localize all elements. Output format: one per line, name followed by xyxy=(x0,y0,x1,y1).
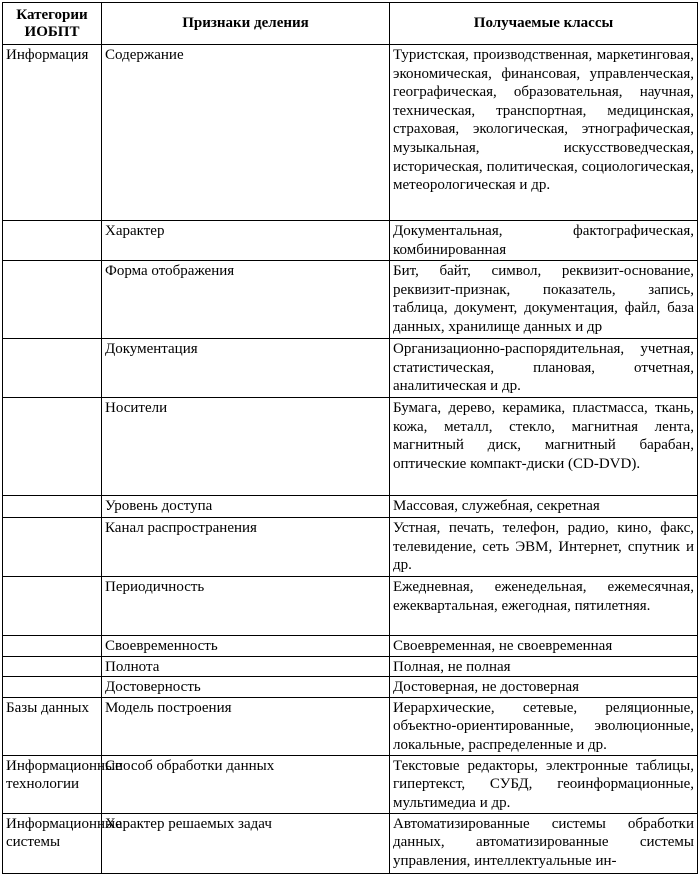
table-row xyxy=(3,496,698,518)
feature-cell: Модель построения xyxy=(102,697,390,755)
classes-cell: Бит, байт, символ, реквизит-основание, реквизит-признак, показатель, запись, таблица, документ, документация, файл, база данных, хранилище данных и др xyxy=(390,261,698,339)
classes-cell: Своевременная, не своевременная xyxy=(390,636,698,657)
classes-cell: Полная, не полная xyxy=(390,656,698,677)
category-cell xyxy=(3,261,102,339)
feature-cell: Периодичность xyxy=(102,577,390,636)
header-categories: Категории ИОБПТ xyxy=(3,3,102,45)
header-classes: Получаемые классы xyxy=(390,3,698,45)
category-cell xyxy=(3,577,102,636)
table-row xyxy=(3,45,698,221)
classes-cell: Автоматизированные системы обработки данных, автоматизированные системы управления, интеллектуальные ин- xyxy=(390,813,698,873)
classes-cell: Ежедневная, еженедельная, ежемесячная, ежеквартальная, ежегодная, пятилетняя. xyxy=(390,577,698,636)
category-cell: Информационные системы xyxy=(3,813,102,873)
table-row xyxy=(3,261,698,339)
feature-cell: Носители xyxy=(102,398,390,496)
table-row xyxy=(3,697,698,755)
classes-cell: Документальная, фактографическая, комбинированная xyxy=(390,221,698,261)
table-row xyxy=(3,813,698,873)
table-row xyxy=(3,577,698,636)
feature-cell: Форма отображения xyxy=(102,261,390,339)
table-row xyxy=(3,656,698,677)
feature-cell: Своевременность xyxy=(102,636,390,657)
classes-cell: Устная, печать, телефон, радио, кино, факс, телевидение, сеть ЭВМ, Интернет, спутник и др. xyxy=(390,518,698,577)
classes-cell: Иерархические, сетевые, реляционные, объектно-ориентированные, эволюционные, локальные, распределенные и др. xyxy=(390,697,698,755)
feature-cell: Полнота xyxy=(102,656,390,677)
category-cell xyxy=(3,221,102,261)
classes-cell: Массовая, служебная, секретная xyxy=(390,496,698,518)
table-row xyxy=(3,636,698,657)
classes-cell: Организационно-распорядительная, учетная, статистическая, плановая, отчетная, аналитическая и др. xyxy=(390,339,698,398)
table-row xyxy=(3,518,698,577)
category-cell xyxy=(3,496,102,518)
classification-table xyxy=(2,2,698,874)
feature-cell: Содержание xyxy=(102,45,390,221)
classes-cell: Текстовые редакторы, электронные таблицы, гипертекст, СУБД, геоинформационные, мультимедиа и др. xyxy=(390,755,698,813)
category-cell xyxy=(3,518,102,577)
feature-cell: Уровень доступа xyxy=(102,496,390,518)
header-features: Признаки деления xyxy=(102,3,390,45)
table-row xyxy=(3,339,698,398)
category-cell xyxy=(3,398,102,496)
category-cell xyxy=(3,656,102,677)
classes-cell: Туристская, производственная, маркетинговая, экономическая, финансовая, управленческая, географическая, образовательная, научная, техническая, транспортная, медицинская, страховая, экологическая, этнографическая, музыкальная, искусствоведческая, историческая, политическая, социологическая, метеорологическая и др. xyxy=(390,45,698,221)
classes-cell: Бумага, дерево, керамика, пластмасса, ткань, кожа, металл, стекло, магнитная лента, магнитный диск, магнитный барабан, оптические компакт-диски (CD-DVD). xyxy=(390,398,698,496)
table-row xyxy=(3,398,698,496)
classes-cell: Достоверная, не достоверная xyxy=(390,677,698,698)
category-cell: Информация xyxy=(3,45,102,221)
category-cell: Информационные технологии xyxy=(3,755,102,813)
feature-cell: Канал распространения xyxy=(102,518,390,577)
table-row xyxy=(3,755,698,813)
category-cell xyxy=(3,339,102,398)
header-row xyxy=(3,3,698,45)
table-row xyxy=(3,221,698,261)
feature-cell: Достоверность xyxy=(102,677,390,698)
feature-cell: Характер xyxy=(102,221,390,261)
feature-cell: Документация xyxy=(102,339,390,398)
table-row xyxy=(3,677,698,698)
category-cell xyxy=(3,677,102,698)
feature-cell: Способ обработки данных xyxy=(102,755,390,813)
category-cell: Базы данных xyxy=(3,697,102,755)
category-cell xyxy=(3,636,102,657)
feature-cell: Характер решаемых задач xyxy=(102,813,390,873)
